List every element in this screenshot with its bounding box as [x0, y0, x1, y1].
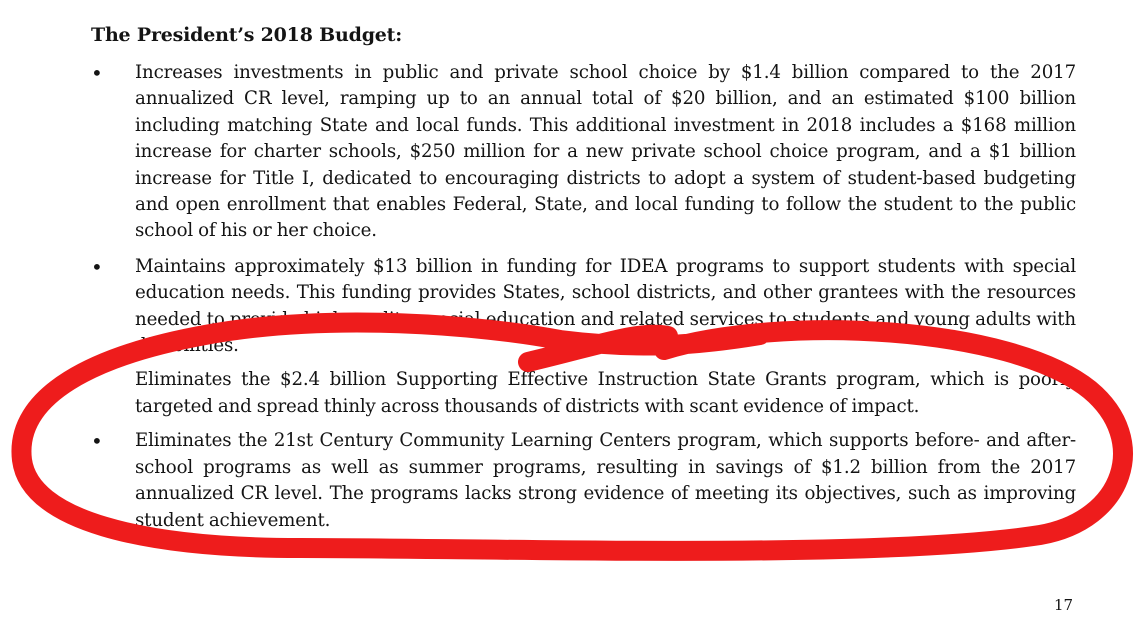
bullet-item-21st-century	[91, 428, 1076, 534]
bullet-item-idea	[91, 254, 1076, 360]
budget-bullet-list	[91, 60, 1076, 534]
bullet-item-school-choice	[91, 60, 1076, 245]
section-heading: The President’s 2018 Budget:	[91, 24, 403, 46]
bullet-text: Eliminates the $2.4 billion Supporting Effective Instruction State Grants program, which is poorly targeted and spread thinly across thousands of districts with scant evidence of impact.	[135, 369, 1076, 417]
bullet-icon: •	[91, 254, 103, 279]
bullet-text: Eliminates the 21st Century Community Learning Centers program, which supports before- and after-school programs as well as summer programs, resulting in savings of $1.2 billion from the 2017 annualized CR level. The programs lacks strong evidence of meeting its objectives, such as improving student achievement.	[135, 430, 1076, 531]
page-number: 17	[1054, 596, 1074, 614]
bullet-text: Increases investments in public and private school choice by $1.4 billion compared to the 2017 annualized CR level, ramping up to an annual total of $20 billion, and an estimated $100 billion including matching State and local funds. This additional investment in 2018 includes a $168 million increase for charter schools, $250 million for a new private school choice program, and a $1 billion increase for Title I, dedicated to encouraging districts to adopt a system of student-based budgeting and open enrollment that enables Federal, State, and local funding to follow the student to the public school of his or her choice.	[135, 62, 1076, 242]
bullet-icon: •	[91, 61, 103, 85]
bullet-item-effective-instruction	[91, 367, 1076, 420]
bullet-text: Maintains approximately $13 billion in funding for IDEA programs to support students with special education needs. This funding provides States, school districts, and other grantees with the resources needed to provide high quality special education and related services to students and young adults with disabilities.	[135, 255, 1076, 357]
bullet-icon: •	[91, 429, 103, 454]
